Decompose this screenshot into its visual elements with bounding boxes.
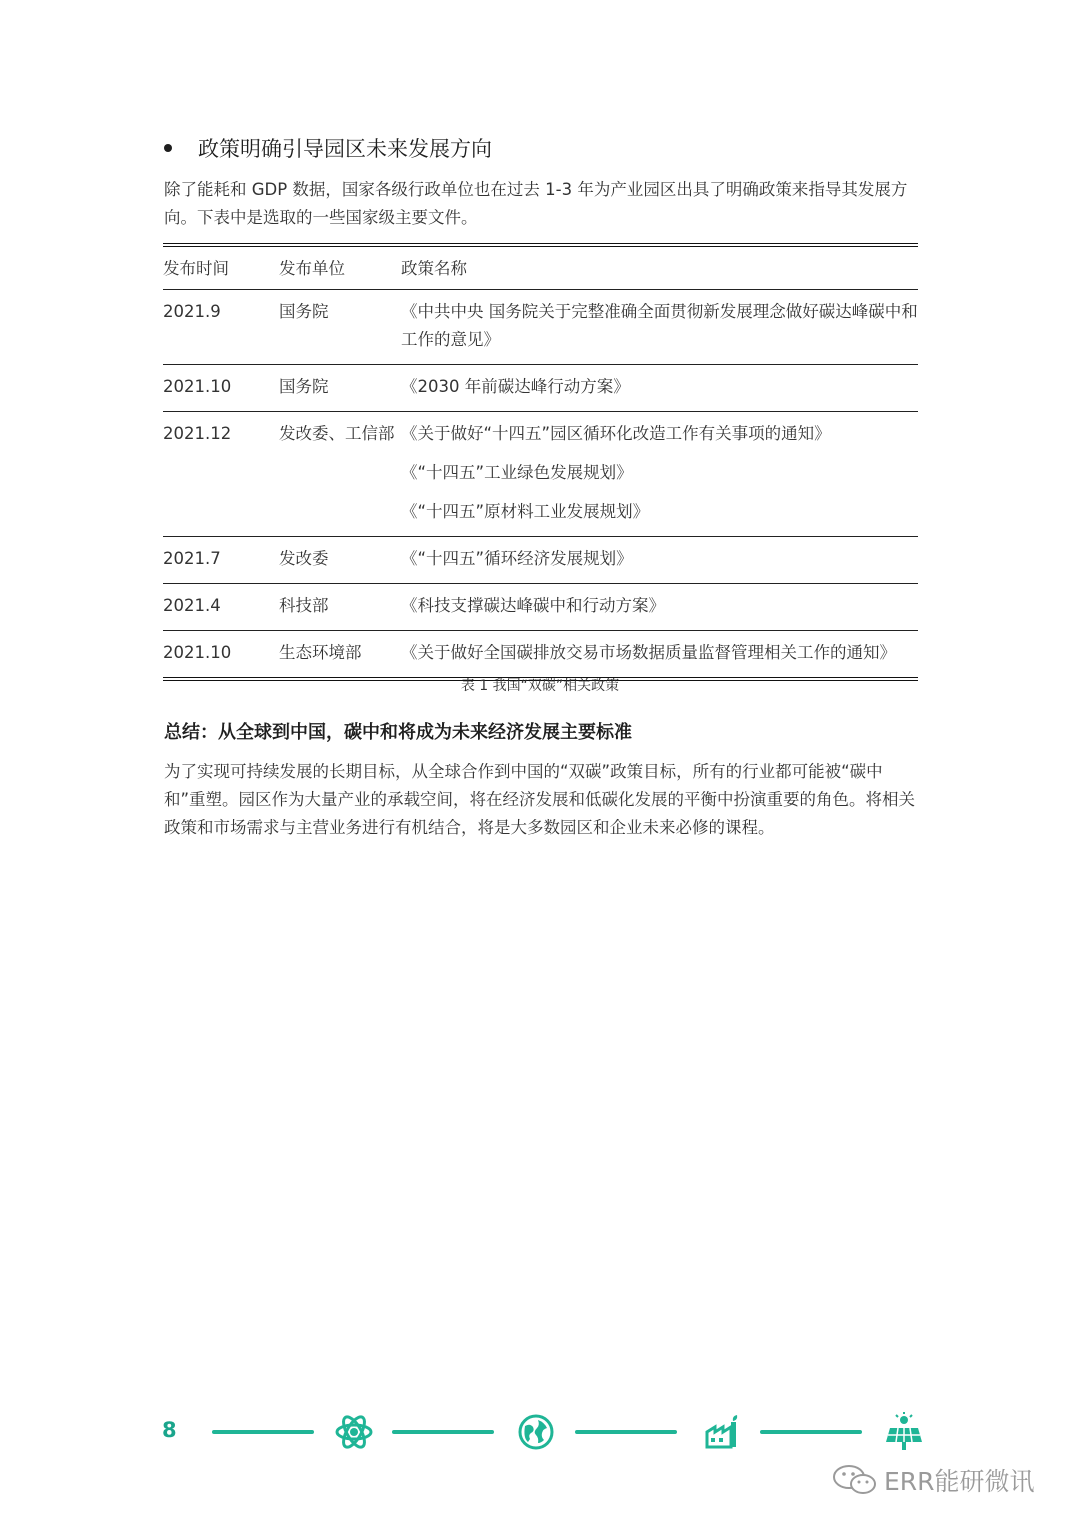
policy-name: 《“十四五”工业绿色发展规划》 — [401, 463, 633, 482]
table-header-row — [163, 247, 918, 290]
policy-name: 《中共中央 国务院关于完整准确全面贯彻新发展理念做好碳达峰碳中和工作的意见》 — [401, 302, 918, 349]
page-footer — [0, 1410, 1080, 1454]
table-row — [163, 412, 918, 537]
footer-divider — [760, 1430, 862, 1434]
table-row — [163, 365, 918, 412]
policy-name: 《2030 年前碳达峰行动方案》 — [401, 377, 630, 396]
row-unit: 国务院 — [279, 365, 401, 412]
summary-title: 总结：从全球到中国，碳中和将成为未来经济发展主要标准 — [164, 722, 632, 743]
row-date: 2021.9 — [163, 290, 279, 365]
policy-name: 《科技支撑碳达峰碳中和行动方案》 — [401, 596, 665, 615]
row-name — [401, 365, 918, 412]
factory-icon — [702, 1412, 742, 1452]
footer-divider — [575, 1430, 677, 1434]
row-date: 2021.10 — [163, 643, 232, 662]
section-heading-text: 政策明确引导园区未来发展方向 — [198, 137, 492, 161]
policy-name: 《关于做好“十四五”园区循环化改造工作有关事项的通知》 — [401, 424, 831, 443]
summary-paragraph: 为了实现可持续发展的长期目标，从全球合作到中国的“双碳”政策目标，所有的行业都可能被“碳中和”重塑。园区作为大量产业的承载空间，将在经济发展和低碳化发展的平衡中扮演重要的角色。将相关政策和市场需求与主营业务进行有机结合，将是大多数园区和企业未来必修的课程。 — [164, 762, 916, 837]
policy-table — [163, 243, 918, 681]
footer-divider — [392, 1430, 494, 1434]
row-date: 2021.12 — [163, 412, 279, 537]
bullet-icon — [164, 144, 172, 152]
page-number: 8 — [162, 1418, 177, 1442]
table-row — [163, 290, 918, 365]
header-date: 发布时间 — [163, 247, 279, 290]
intro-paragraph: 除了能耗和 GDP 数据，国家各级行政单位也在过去 1-3 年为产业园区出具了明确政策来指导其发展方向。下表中是选取的一些国家级主要文件。 — [164, 180, 908, 227]
header-unit: 发布单位 — [279, 247, 401, 290]
row-name — [401, 584, 918, 631]
row-unit: 发改委、工信部 — [279, 412, 401, 537]
row-unit: 生态环境部 — [279, 643, 362, 662]
row-unit: 科技部 — [279, 584, 401, 631]
table-row — [163, 631, 918, 680]
watermark — [832, 1462, 1035, 1498]
watermark-text: ERR能研微讯 — [884, 1467, 1035, 1496]
row-date: 2021.10 — [163, 365, 279, 412]
header-name: 政策名称 — [401, 247, 918, 290]
section-heading — [162, 133, 492, 163]
table-row — [163, 537, 918, 584]
solar-panel-icon — [884, 1412, 924, 1452]
row-unit: 发改委 — [279, 537, 401, 584]
wechat-icon — [832, 1464, 878, 1496]
row-name — [401, 631, 918, 680]
policy-name: 《关于做好全国碳排放交易市场数据质量监督管理相关工作的通知》 — [401, 643, 896, 662]
footer-divider — [212, 1430, 314, 1434]
row-name — [401, 290, 918, 365]
table-caption: 表 1 我国“双碳”相关政策 — [460, 678, 620, 694]
row-date: 2021.4 — [163, 584, 279, 631]
table-row — [163, 584, 918, 631]
row-name — [401, 537, 918, 584]
row-name — [401, 412, 918, 537]
atom-icon — [334, 1412, 374, 1452]
row-unit: 国务院 — [279, 290, 401, 365]
globe-icon — [516, 1412, 556, 1452]
policy-name: 《“十四五”原材料工业发展规划》 — [401, 502, 650, 521]
row-date: 2021.7 — [163, 537, 279, 584]
policy-name: 《“十四五”循环经济发展规划》 — [401, 549, 633, 568]
